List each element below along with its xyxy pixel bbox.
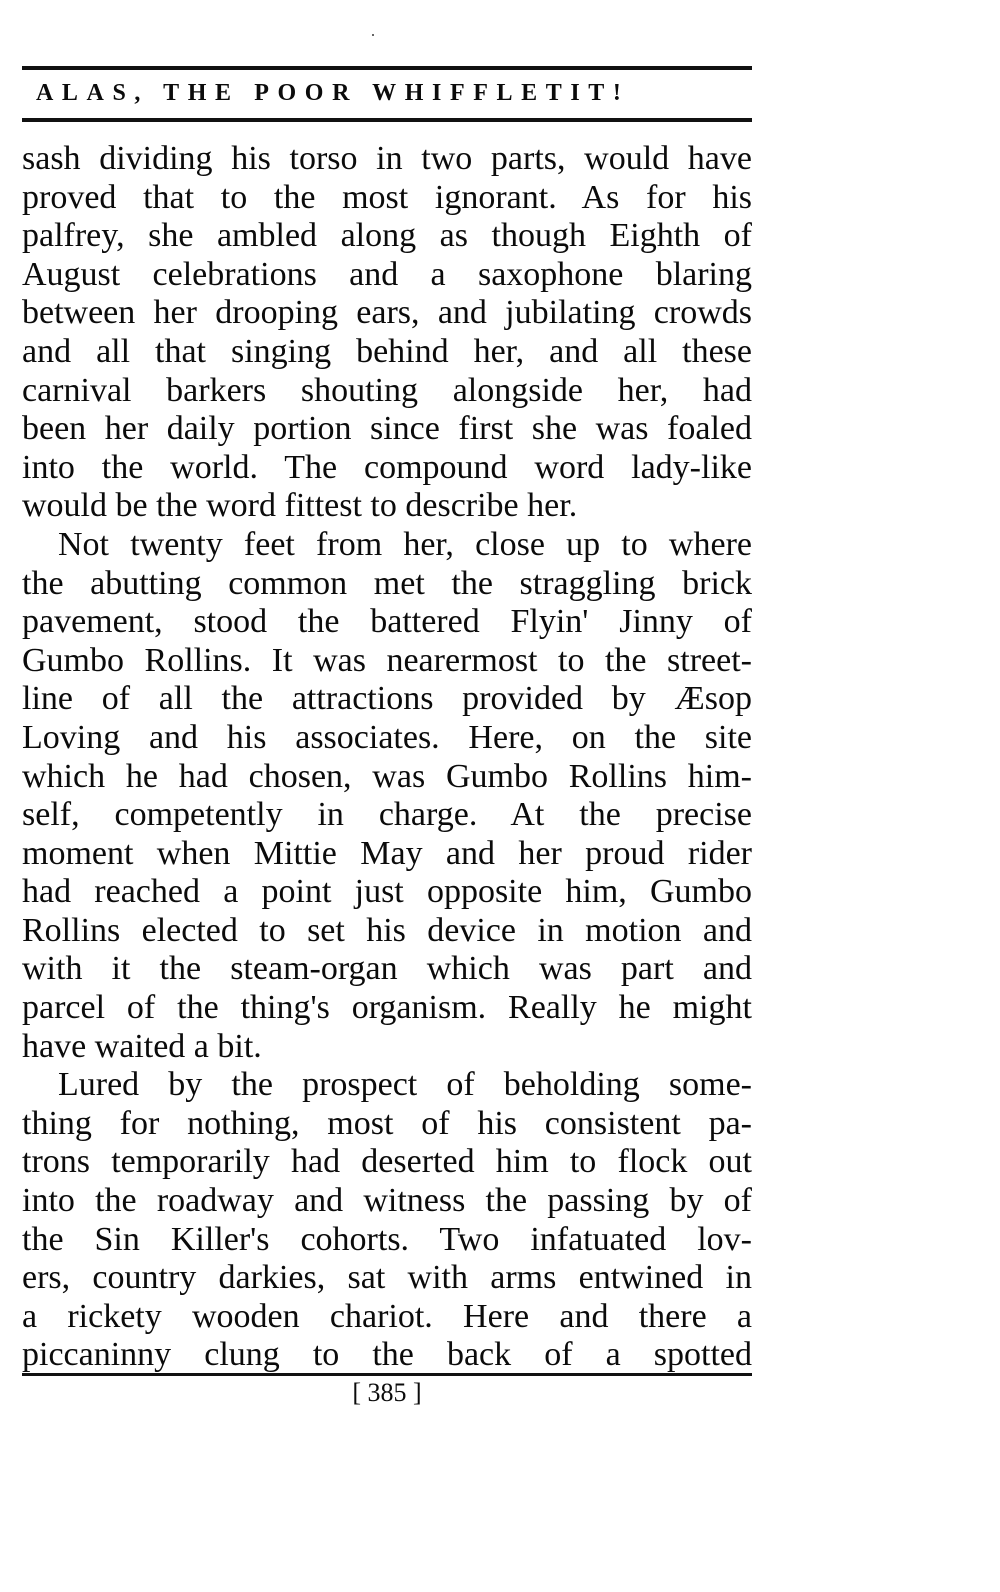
body-text (22, 140, 752, 1375)
text-line: proved that to the most ignorant. As for his (22, 178, 752, 216)
text-line: been her daily portion since first she was foaled (22, 410, 752, 448)
text-line: a rickety wooden chariot. Here and there a (22, 1297, 752, 1335)
text-line: August celebrations and a saxophone blaring (22, 255, 752, 293)
text-line: Gumbo Rollins. It was nearermost to the street- (22, 641, 752, 679)
text-line: pavement, stood the battered Flyin' Jinny of (22, 603, 752, 641)
text-line: thing for nothing, most of his consistent pa- (22, 1104, 752, 1142)
text-line: have waited a bit. (22, 1027, 262, 1065)
text-line: line of all the attractions provided by Æsop (22, 680, 752, 718)
page-number: [ 385 ] (352, 1378, 422, 1407)
text-line: the abutting common met the straggling brick (22, 564, 752, 602)
text-line: and all that singing behind her, and all these (22, 332, 752, 370)
book-page (22, 0, 752, 1592)
text-line: moment when Mittie May and her proud rider (22, 834, 752, 872)
header-bottom-rule (22, 118, 752, 122)
text-line: into the world. The compound word lady-like (22, 448, 752, 486)
footer-rule (22, 1373, 752, 1376)
paragraph-first-line: Lured by the prospect of beholding some- (58, 1066, 752, 1104)
text-line: the Sin Killer's cohorts. Two infatuated lov- (22, 1220, 752, 1258)
text-line: which he had chosen, was Gumbo Rollins him- (22, 757, 752, 795)
text-line: piccaninny clung to the back of a spotted (22, 1336, 752, 1374)
paragraph-first-line: Not twenty feet from her, close up to where (58, 525, 752, 563)
text-line: Rollins elected to set his device in motion and (22, 911, 752, 949)
running-head: ALAS, THE POOR WHIFFLETIT! (36, 80, 630, 106)
text-line: carnival barkers shouting alongside her, had (22, 371, 752, 409)
text-line: parcel of the thing's organism. Really he might (22, 989, 752, 1027)
text-line: would be the word fittest to describe her. (22, 487, 578, 525)
text-line: self, competently in charge. At the precise (22, 796, 752, 834)
text-line: with it the steam-organ which was part and (22, 950, 752, 988)
text-line: sash dividing his torso in two parts, would have (22, 140, 752, 177)
text-line: between her drooping ears, and jubilating crowds (22, 294, 752, 332)
text-line: trons temporarily had deserted him to flock out (22, 1143, 752, 1181)
header-top-rule (22, 66, 752, 70)
text-line: into the roadway and witness the passing by of (22, 1182, 752, 1220)
text-line: had reached a point just opposite him, Gumbo (22, 873, 752, 911)
text-line: ers, country darkies, sat with arms entwined in (22, 1259, 752, 1297)
text-line: palfrey, she ambled along as though Eighth of (22, 217, 752, 255)
text-line: Loving and his associates. Here, on the site (22, 718, 752, 756)
